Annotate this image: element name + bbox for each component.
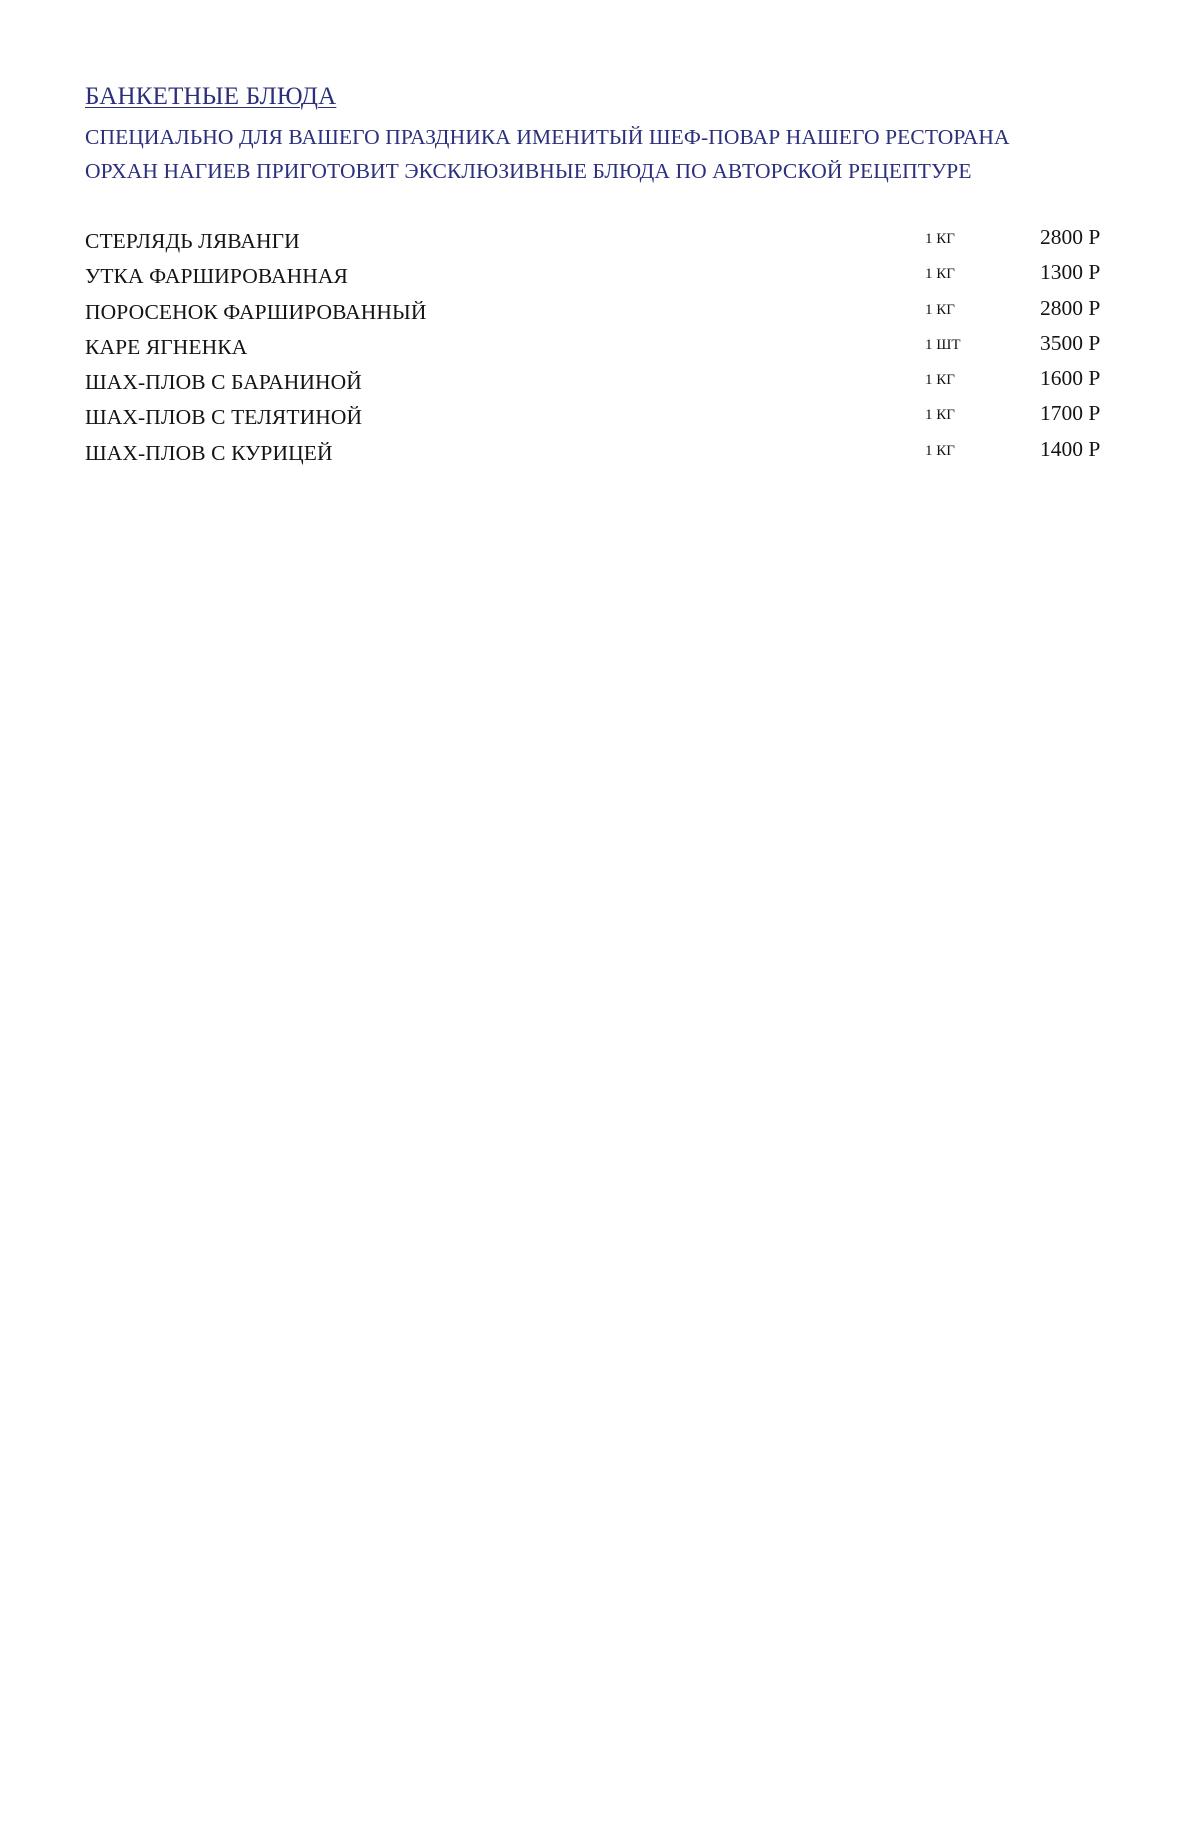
item-unit: 1 ШТ [925,336,961,353]
item-unit: 1 КГ [925,372,955,389]
menu-item [85,366,1125,401]
menu-item [85,260,1125,295]
item-name: ШАХ-ПЛОВ С БАРАНИНОЙ [85,370,362,395]
item-price: 3500 Р [1040,330,1101,355]
menu-item [85,401,1125,436]
subtitle-line-2: ОРХАН НАГИЕВ ПРИГОТОВИТ ЭКСКЛЮЗИВНЫЕ БЛЮДА ПО АВТОРСКОЙ РЕЦЕПТУРЕ [85,159,972,183]
item-unit: 1 КГ [925,266,955,283]
section-title: БАНКЕТНЫЕ БЛЮДА [85,83,337,110]
menu-item [85,331,1125,366]
item-name: УТКА ФАРШИРОВАННАЯ [85,264,348,289]
item-name: ПОРОСЕНОК ФАРШИРОВАННЫЙ [85,299,427,324]
menu-header [85,82,1135,188]
item-name: СТЕРЛЯДЬ ЛЯВАНГИ [85,229,300,253]
menu-list [85,225,1125,472]
item-price: 2800 Р [1040,295,1101,320]
item-price: 2800 Р [1040,225,1101,249]
section-subtitle [85,120,1135,188]
menu-item [85,437,1125,472]
item-name: ШАХ-ПЛОВ С ТЕЛЯТИНОЙ [85,405,363,430]
item-price: 1600 Р [1040,366,1101,391]
item-unit: 1 КГ [925,231,955,247]
item-price: 1700 Р [1040,401,1101,426]
item-price: 1300 Р [1040,260,1101,285]
item-price: 1400 Р [1040,436,1101,461]
menu-item [85,225,1125,260]
item-name: ШАХ-ПЛОВ С КУРИЦЕЙ [85,440,333,465]
item-unit: 1 КГ [925,301,955,318]
menu-item [85,296,1125,331]
subtitle-line-1: СПЕЦИАЛЬНО ДЛЯ ВАШЕГО ПРАЗДНИКА ИМЕНИТЫЙ ШЕФ-ПОВАР НАШЕГО РЕСТОРАНА [85,125,1010,149]
item-name: КАРЕ ЯГНЕНКА [85,334,248,359]
item-unit: 1 КГ [925,442,955,459]
item-unit: 1 КГ [925,407,955,424]
